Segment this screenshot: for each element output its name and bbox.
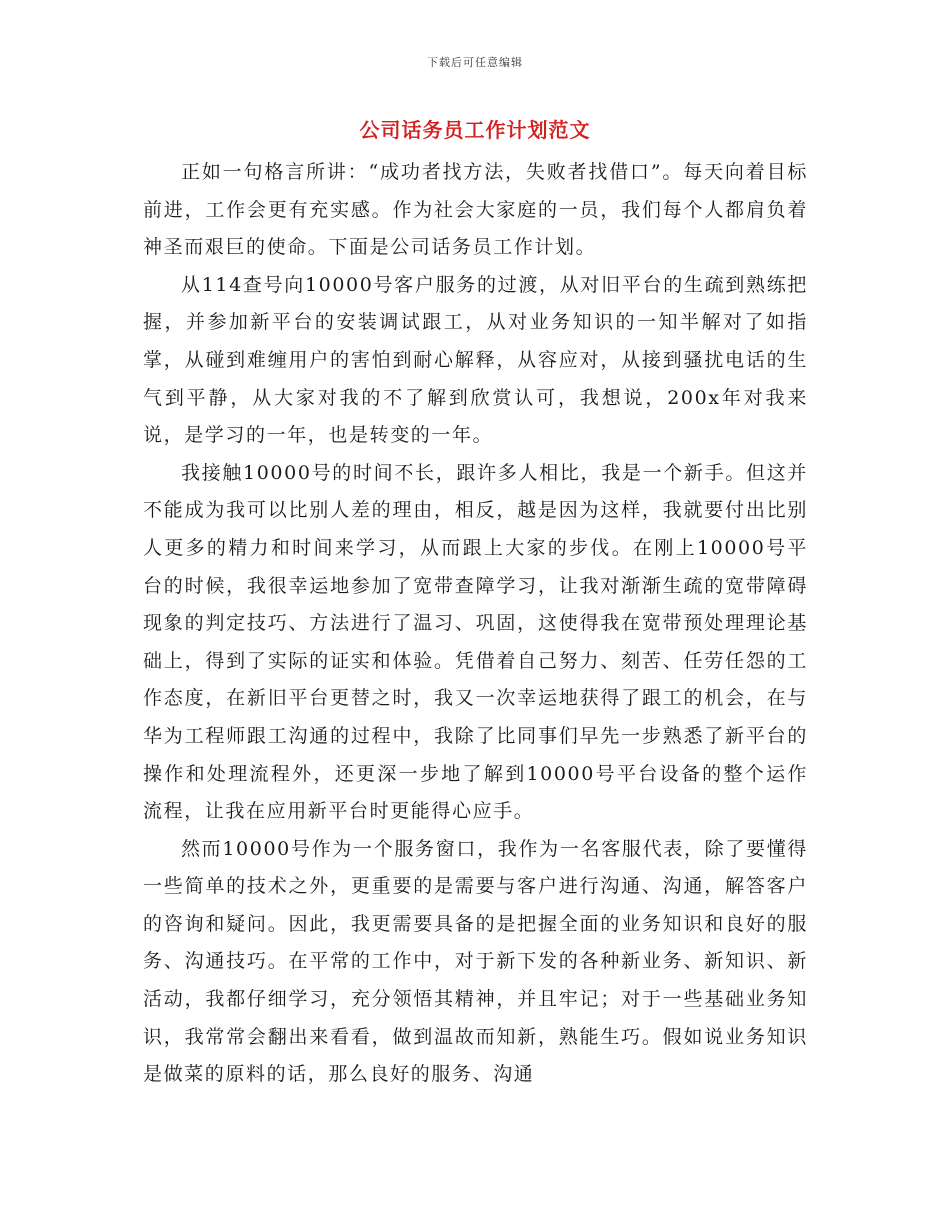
- paragraph: 然而10000号作为一个服务窗口，我作为一名客服代表，除了要懂得一些简单的技术之外，更重要的是需要与客户进行沟通、沟通，解答客户的咨询和疑问。因此，我更需要具备的是把握全面的业务知识和良好的服务、沟通技巧。在平常的工作中，对于新下发的各种新业务、新知识、新活动，我都仔细学习，充分领悟其精神，并且牢记；对于一些基础业务知识，我常常会翻出来看看，做到温故而知新，熟能生巧。假如说业务知识是做菜的原料的话，那么良好的服务、沟通: [143, 837, 808, 1086]
- paragraph: 正如一句格言所讲：“成功者找方法，失败者找借口”。每天向着目标前进，工作会更有充实感。作为社会大家庭的一员，我们每个人都肩负着神圣而艰巨的使命。下面是公司话务员工作计划。: [143, 161, 808, 259]
- document-body: [143, 154, 808, 1094]
- paragraph: 从114查号向10000号客户服务的过渡，从对旧平台的生疏到熟练把握，并参加新平台的安装调试跟工，从对业务知识的一知半解对了如指掌，从碰到难缠用户的害怕到耐心解释，从容应对，从接到骚扰电话的生气到平静，从大家对我的不了解到欣赏认可，我想说，200x年对我来说，是学习的一年，也是转变的一年。: [143, 273, 808, 447]
- document-title: 公司话务员工作计划范文: [359, 118, 591, 142]
- paragraph: 我接触10000号的时间不长，跟许多人相比，我是一个新手。但这并不能成为我可以比别人差的理由，相反，越是因为这样，我就要付出比别人更多的精力和时间来学习，从而跟上大家的步伐。在刚上10000号平台的时候，我很幸运地参加了宽带查障学习，让我对渐渐生疏的宽带障碍现象的判定技巧、方法进行了温习、巩固，这使得我在宽带预处理理论基础上，得到了实际的证实和体验。凭借着自己努力、刻苦、任劳任怨的工作态度，在新旧平台更替之时，我又一次幸运地获得了跟工的机会，在与华为工程师跟工沟通的过程中，我除了比同事们早先一步熟悉了新平台的操作和处理流程外，还更深一步地了解到10000号平台设备的整个运作流程，让我在应用新平台时更能得心应手。: [143, 461, 808, 823]
- header-note: 下载后可任意编辑: [427, 56, 523, 69]
